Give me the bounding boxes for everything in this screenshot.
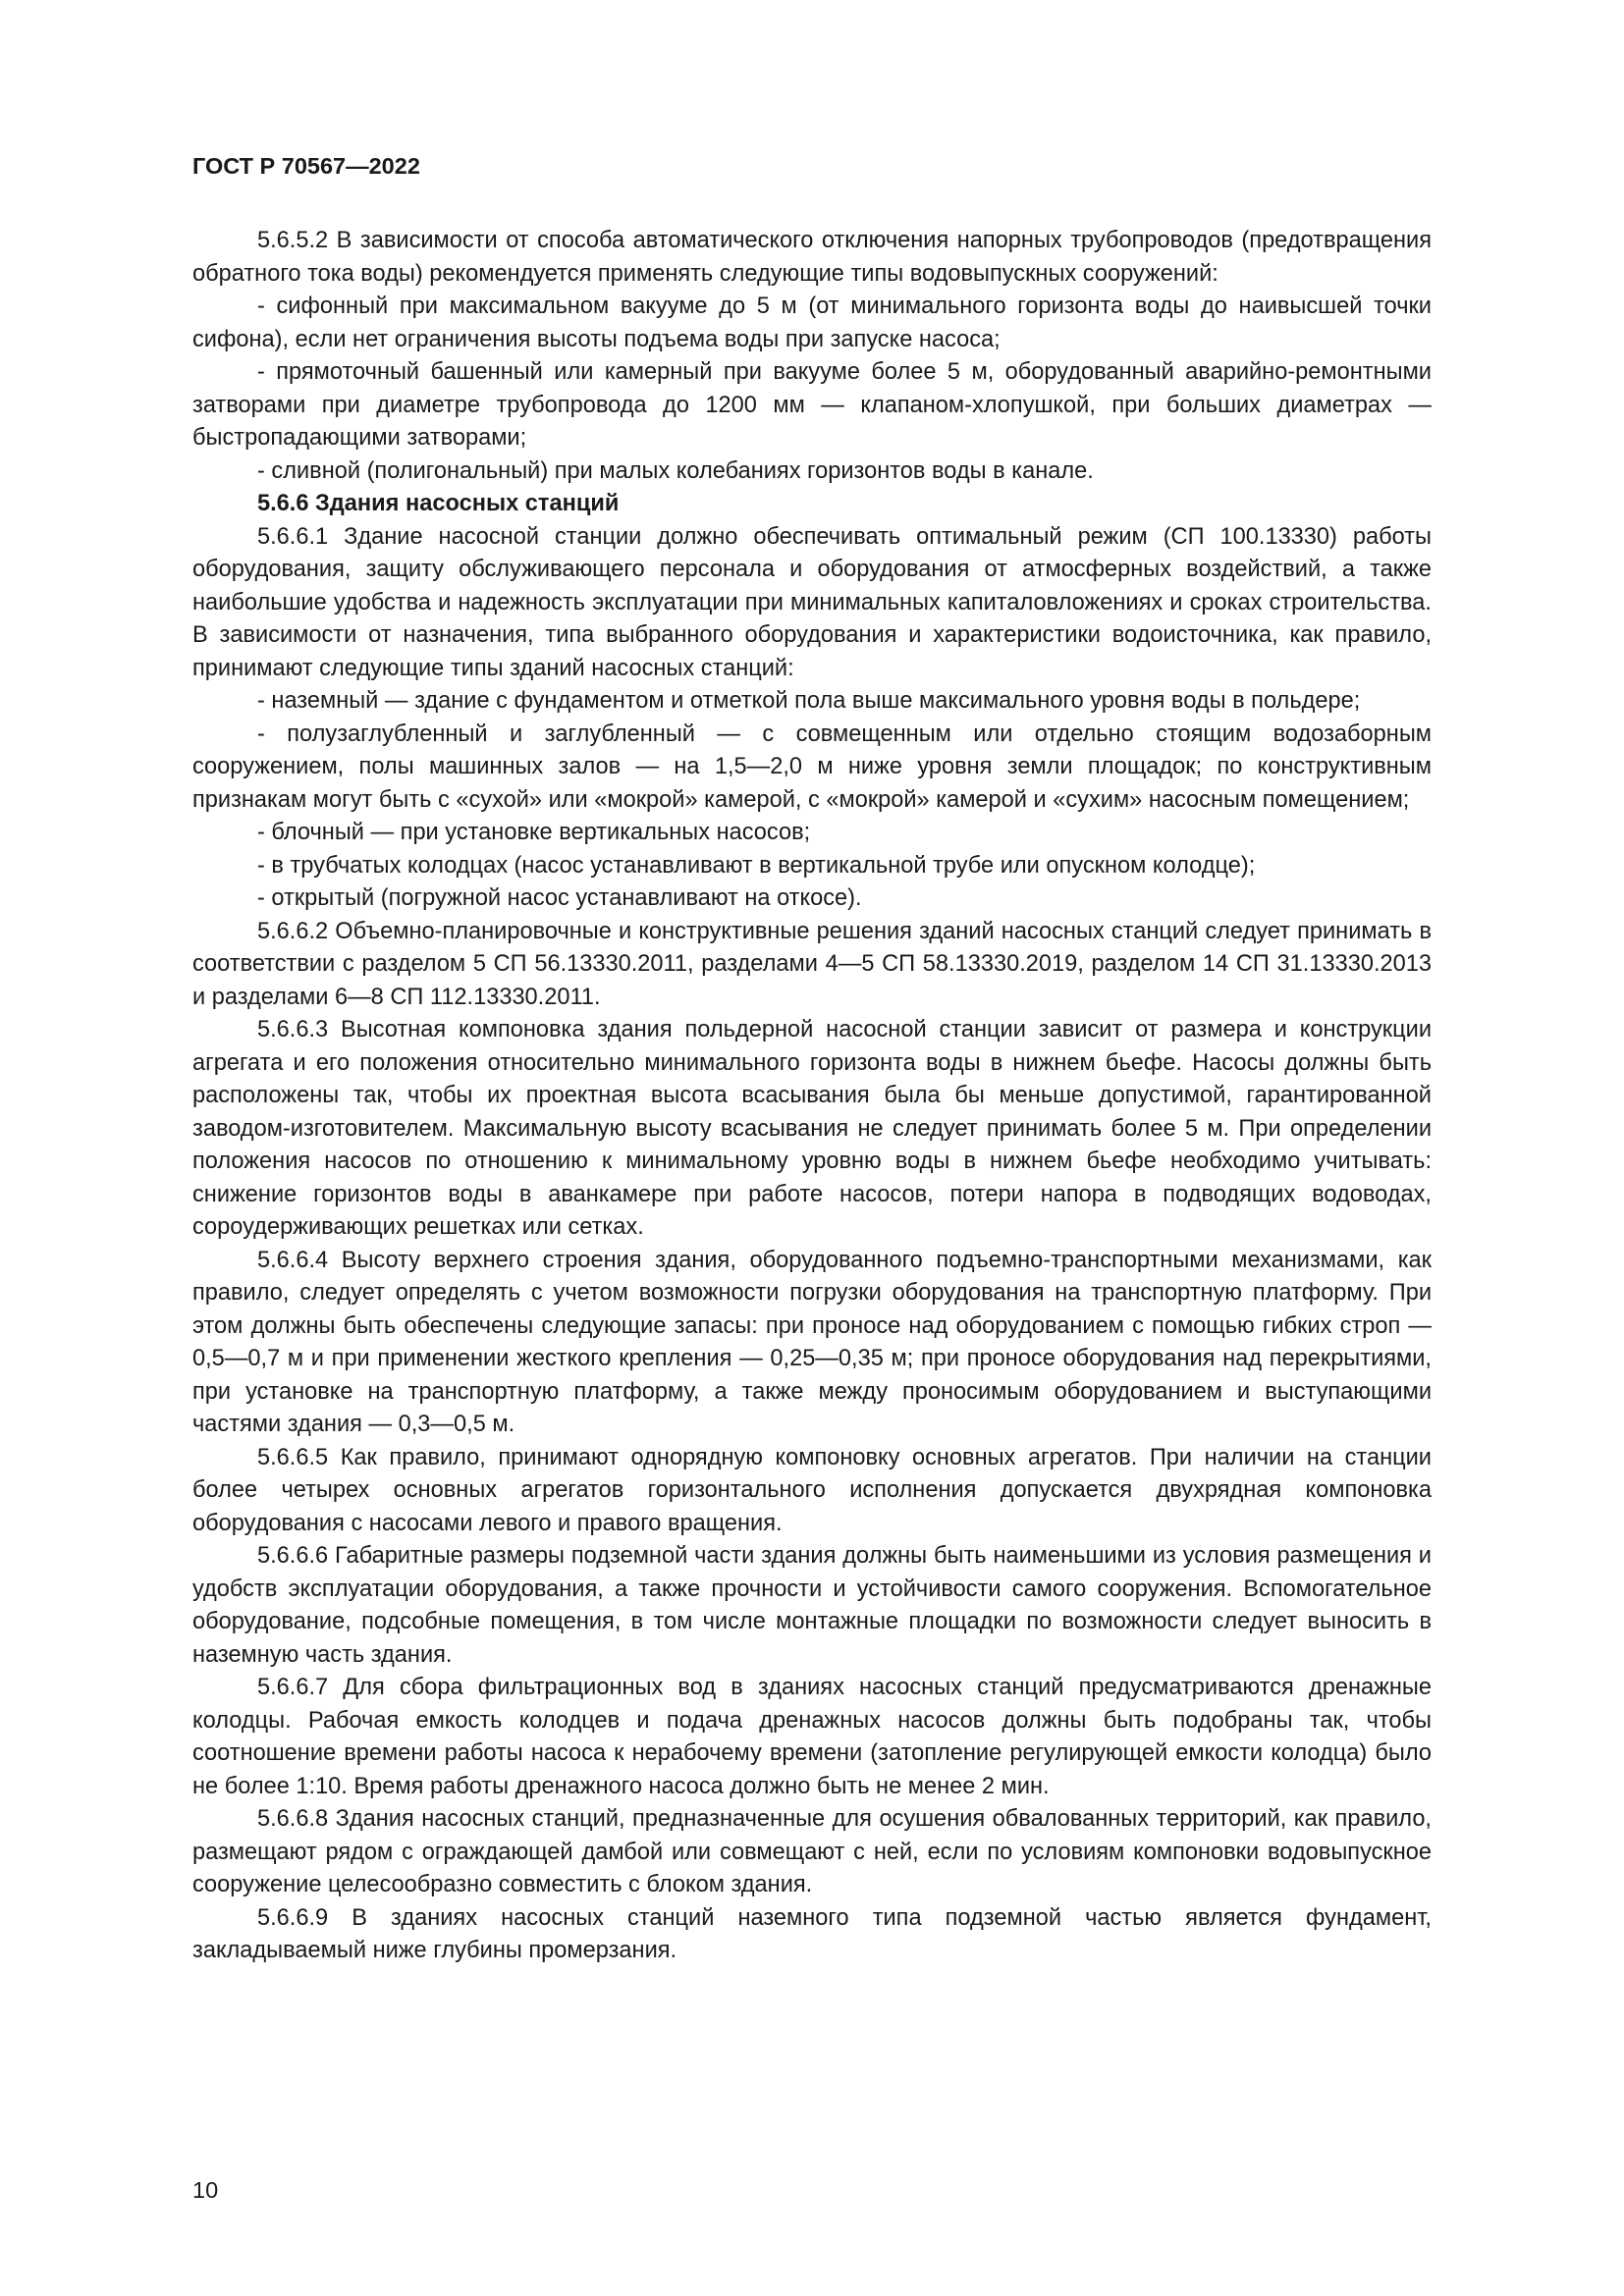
list-item-block: - блочный — при установке вертикальных насосов;	[257, 820, 811, 845]
list-item-ground: - наземный — здание с фундаментом и отметкой пола выше максимального уровня воды в польдере;	[257, 688, 1361, 714]
document-code-header: ГОСТ Р 70567—2022	[192, 153, 420, 179]
paragraph-5-6-6-7: 5.6.6.7 Для сбора фильтрационных вод в зданиях насосных станций предусматриваются дренажные колодцы. Рабочая емкость колодцев и подача дренажных насосов должны быть подобраны так, чтобы соотношение времени работы насоса к нерабочему времени (затопление регулирующей емкости колодца) было не более 1:10. Время работы дренажного насоса должно быть не менее 2 мин.	[192, 1675, 1432, 1799]
list-item-tubular-wells: - в трубчатых колодцах (насос устанавливают в вертикальной трубе или опускном колодце);	[257, 852, 1256, 879]
paragraph-5-6-6-2: 5.6.6.2 Объемно-планировочные и конструктивные решения зданий насосных станций следует принимать в соответствии с разделом 5 СП 56.13330.2011, разделами 4—5 СП 58.13330.2019, разделом 14 СП 31.13330.2013 и разделами 6—8 СП 112.13330.2011.	[192, 918, 1432, 1010]
section-heading-5-6-6: 5.6.6 Здания насосных станций	[257, 491, 620, 516]
list-item-overflow: - сливной (полигональный) при малых колебаниях горизонтов воды в канале.	[257, 457, 1094, 484]
list-item-open: - открытый (погружной насос устанавливают на откосе).	[257, 885, 862, 911]
paragraph-5-6-6-3: 5.6.6.3 Высотная компоновка здания польдерной насосной станции зависит от размера и конструкции агрегата и его положения относительно минимального горизонта воды в нижнем бьефе. Насосы должны быть расположены так, чтобы их проектная высота всасывания была бы меньше допустимой, гарантированной заводом-изготовителем. Максимальную высоту всасывания не следует принимать более 5 м. При определении положения насосов по отношению к минимальному уровню воды в нижнем бьефе необходимо учитывать: снижение горизонтов воды в аванкамере при работе насосов, потери напора в подводящих водоводах, сороудерживающих решетках или сетках.	[192, 1017, 1432, 1240]
list-item-semi-buried: - полузаглубленный и заглубленный — с совмещенным или отдельно стоящим водозаборным сооружением, полы машинных залов — на 1,5—2,0 м ниже уровня земли площадок; по конструктивным признакам могут быть с «сухой» или «мокрой» камерой, с «мокрой» камерой и «сухим» насосным помещением;	[192, 721, 1432, 813]
list-item-siphon: - сифонный при максимальном вакууме до 5 м (от минимального горизонта воды до наивысшей точки сифона), если нет ограничения высоты подъема воды при запуске насоса;	[192, 294, 1432, 352]
paragraph-5-6-6-8: 5.6.6.8 Здания насосных станций, предназначенные для осушения обвалованных территорий, как правило, размещают рядом с ограждающей дамбой или совмещают с ней, если по условиям компоновки водовыпускное сооружение целесообразно совместить с блоком здания.	[192, 1806, 1432, 1897]
paragraph-5-6-5-2: 5.6.5.2 В зависимости от способа автоматического отключения напорных трубопроводов (предотвращения обратного тока воды) рекомендуется применять следующие типы водовыпускных сооружений:	[192, 228, 1432, 287]
document-body	[192, 225, 1432, 1968]
paragraph-5-6-6-5: 5.6.6.5 Как правило, принимают однорядную компоновку основных агрегатов. При наличии на станции более четырех основных агрегатов горизонтального исполнения допускается двухрядная компоновка оборудования с насосами левого и правого вращения.	[192, 1444, 1432, 1536]
paragraph-5-6-6-9: 5.6.6.9 В зданиях насосных станций наземного типа подземной частью является фундамент, закладываемый ниже глубины промерзания.	[192, 1904, 1432, 1963]
paragraph-5-6-6-6: 5.6.6.6 Габаритные размеры подземной части здания должны быть наименьшими из условия размещения и удобств эксплуатации оборудования, а также прочности и устойчивости самого сооружения. Вспомогательное оборудование, подсобные помещения, в том числе монтажные площадки по возможности следует выносить в наземную часть здания.	[192, 1543, 1432, 1668]
page-number: 10	[192, 2177, 219, 2203]
paragraph-5-6-6-1: 5.6.6.1 Здание насосной станции должно обеспечивать оптимальный режим (СП 100.13330) работы оборудования, защиту обслуживающего персонала и оборудования от атмосферных воздействий, а также наибольшие удобства и надежность эксплуатации при минимальных капиталовложениях и сроках строительства. В зависимости от назначения, типа выбранного оборудования и характеристики водоисточника, как правило, принимают следующие типы зданий насосных станций:	[192, 523, 1432, 681]
paragraph-5-6-6-4: 5.6.6.4 Высоту верхнего строения здания, оборудованного подъемно-транспортными механизмами, как правило, следует определять с учетом возможности погрузки оборудования на транспортную платформу. При этом должны быть обеспечены следующие запасы: при проносе над оборудованием с помощью гибких строп — 0,5—0,7 м и при применении жесткого крепления — 0,25—0,35 м; при проносе оборудования над перекрытиями, при установке на транспортную платформу, а также между проносимым оборудованием и выступающими частями здания — 0,3—0,5 м.	[192, 1247, 1432, 1437]
list-item-straight-flow: - прямоточный башенный или камерный при вакууме более 5 м, оборудованный аварийно-ремонтными затворами при диаметре трубопровода до 1200 мм — клапаном-хлопушкой, при больших диаметрах — быстропадающими затворами;	[192, 359, 1432, 451]
